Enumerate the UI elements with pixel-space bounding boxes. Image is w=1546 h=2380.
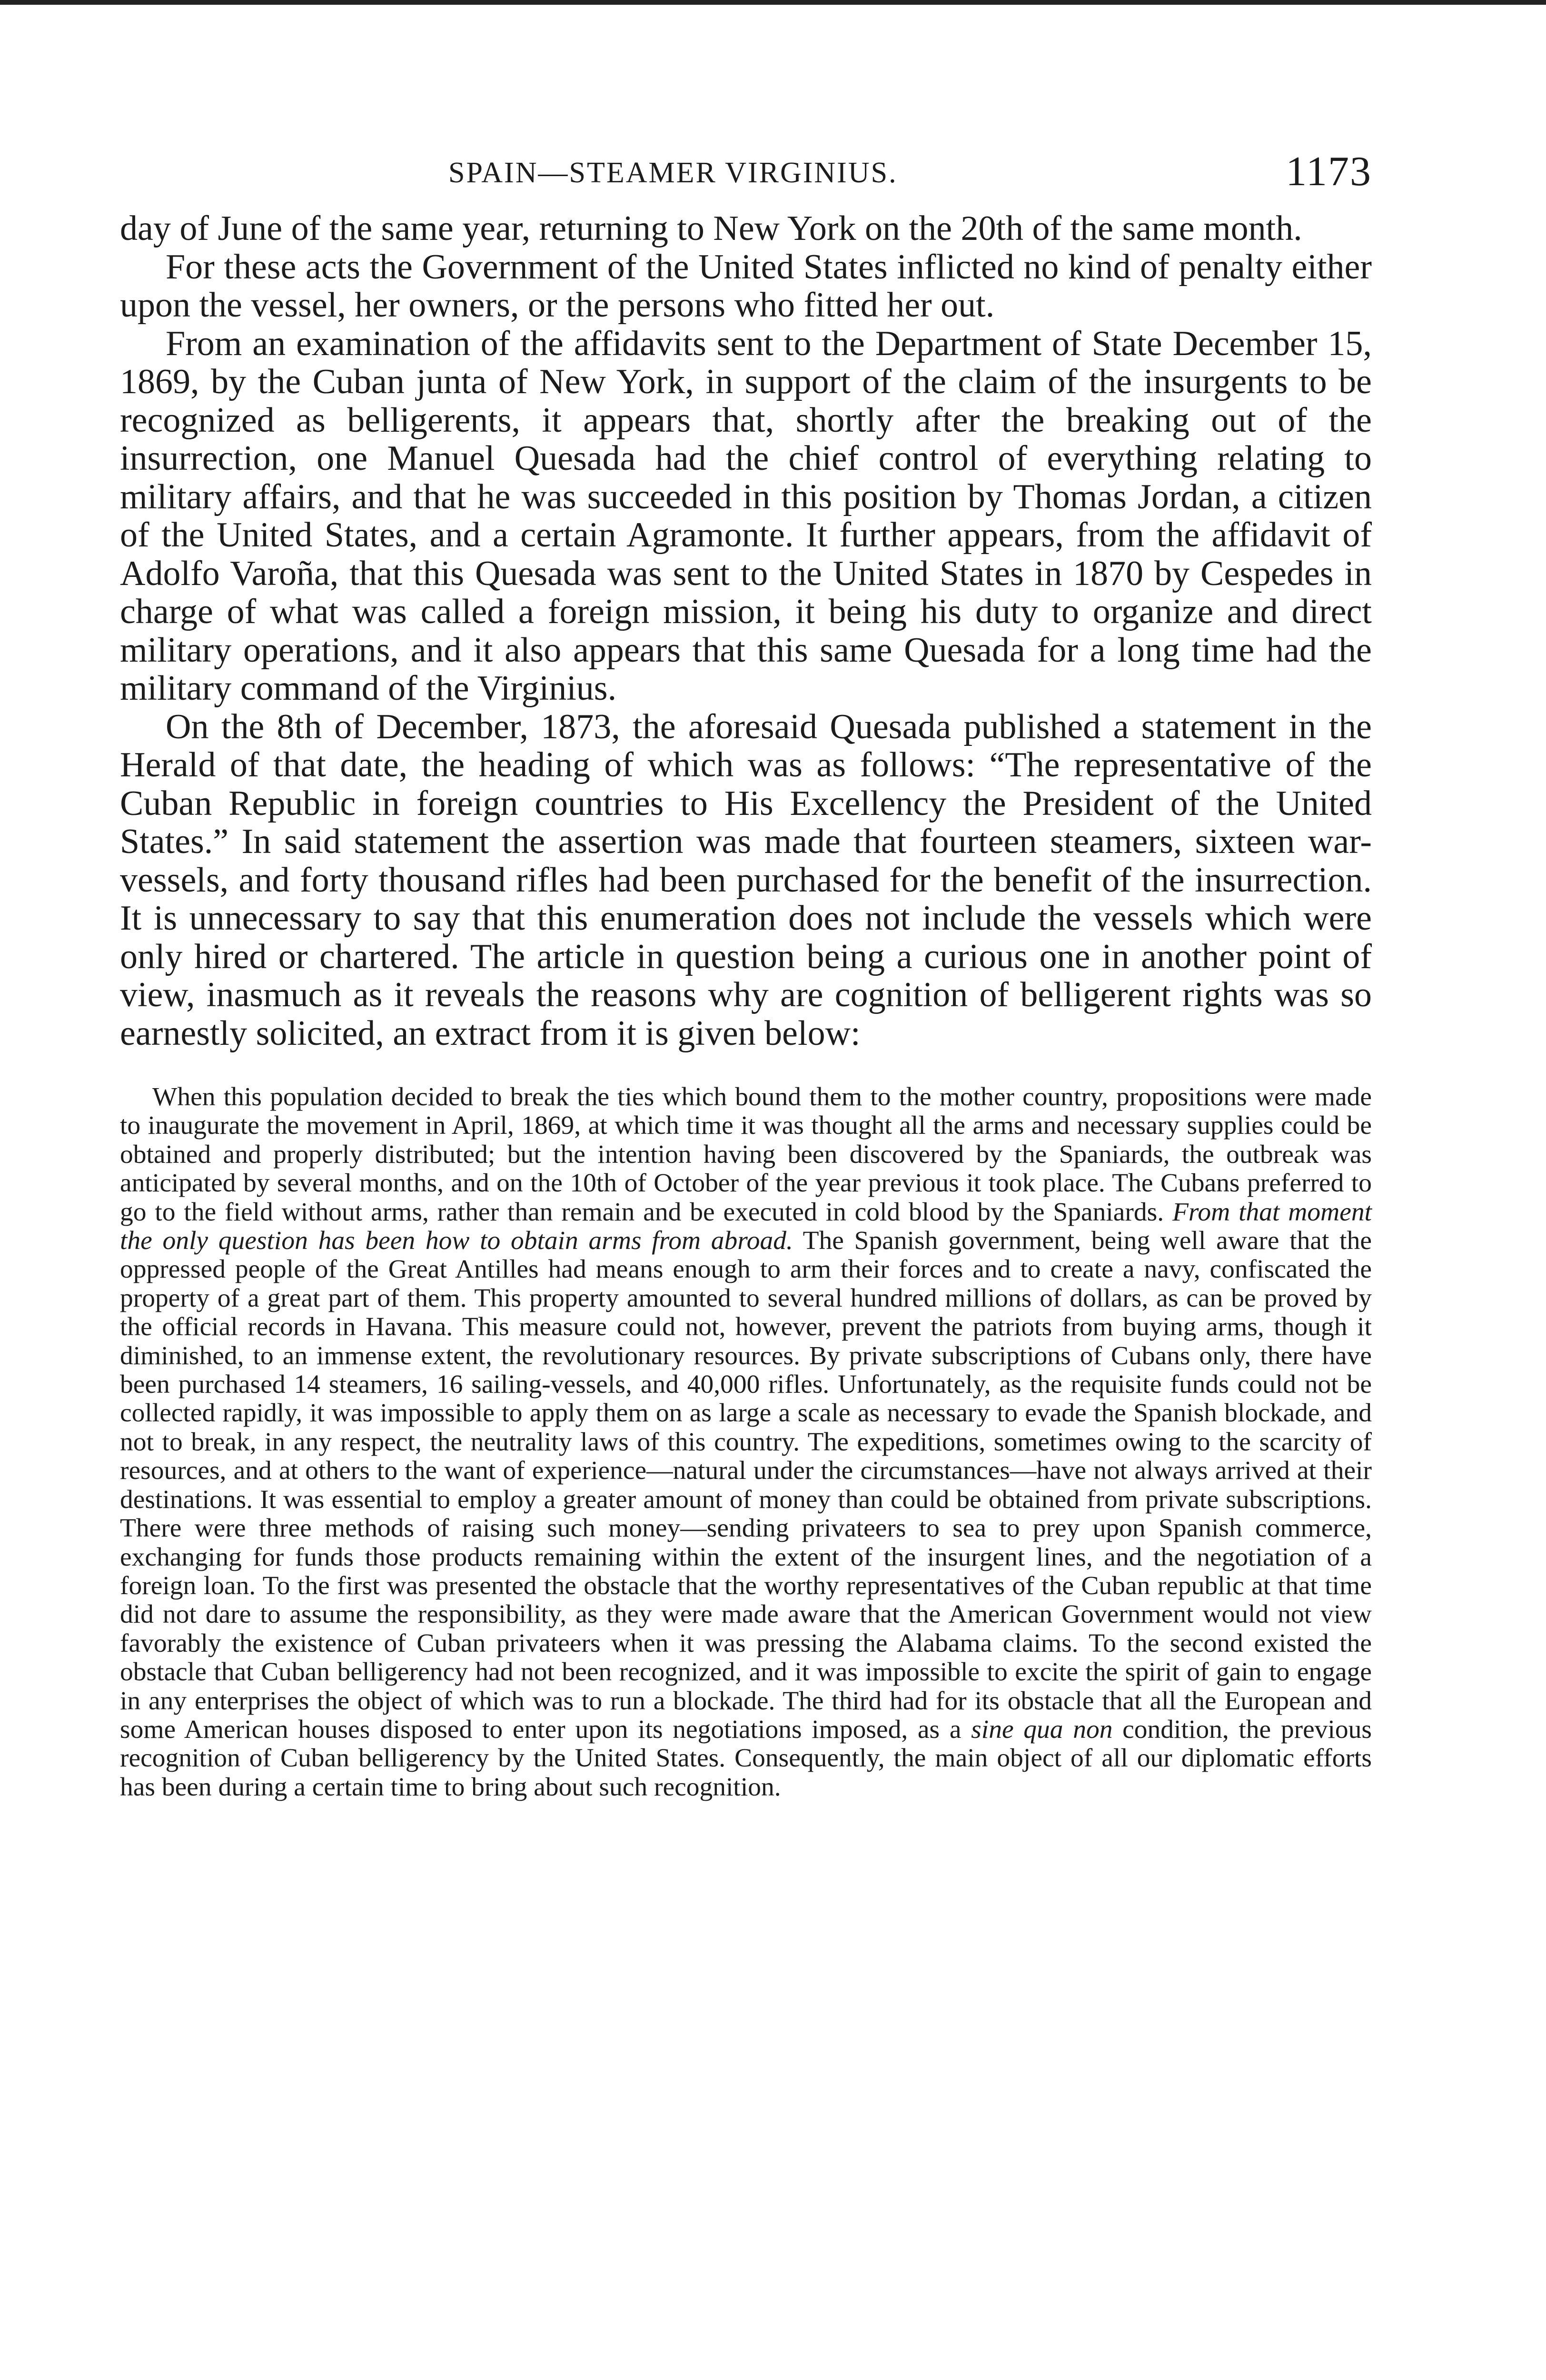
extract-text-2: The Spanish government, being well aware that the oppressed people of the Great Antilles had means enough to arm their forces and to create a navy, confiscated the property of a great part of them. This property amounted to several hundred millions of dollars, as can be proved by the official records in Havana. This measure could not, however, prevent the patriots from buying arms, though it diminished, to an immense extent, the revolutionary resources. By private subscriptions of Cubans only, there have been purchased 14 steamers, 16 sailing-vessels, and 40,000 rifles. Unfortunately, as the requisite funds could not be collected rapidly, it was impossible to apply them on as large a scale as necessary to evade the Spanish blockade, and not to break, in any respect, the neutrality laws of this country. The expeditions, sometimes owing to the scarcity of resources, and at others to the want of experience—natural under the circumstances—have not always arrived at their destinations. It was essential to employ a greater amount of money than could be obtained from private subscriptions. There were three methods of raising such money—sending privateers to sea to prey upon Spanish commerce, exchanging for funds those products remaining within the extent of the insurgent lines, and the negotiation of a foreign loan. To the first was presented the obstacle that the worthy representatives of the Cuban republic at that time did not dare to assume the responsibility, as they were made aware that the American Government would not view favorably the existence of Cuban privateers when it was pressing the Alabama claims. To the second existed the obstacle that Cuban belligerency had not been recognized, and it was impossible to excite the spirit of gain to engage in any enterprises the object of which was to run a blockade. The third had for its obstacle that all the European and some American houses disposed to enter upon its negotiations imposed, as a [120,1226,1372,1744]
running-head [120,148,1372,209]
extract-italic-1: From that moment the only question has been how to obtain arms from abroad. [120,1197,1372,1256]
top-border-rule [0,0,1546,5]
extract-text-1: When this population decided to break the ties which bound them to the mother country, propositions were made to inaugurate the movement in April, 1869, at which time it was thought all the arms and necessary supplies could be obtained and properly distributed; but the intention having been discovered by the Spaniards, the outbreak was anticipated by several months, and on the 10th of October of the year previous it took place. The Cubans preferred to go to the field without arms, rather than remain and be executed in cold blood by the Spaniards. [120,1082,1372,1227]
extract-paragraph [120,1083,1372,1802]
paragraph-4: On the 8th of December, 1873, the aforesaid Quesada published a statement in the Herald of that date, the heading of which was as follows: “The representative of the Cuban Republic in foreign countries to His Excellency the President of the United States.” In said statement the assertion was made that fourteen steamers, sixteen war-vessels, and forty thousand rifles had been purchased for the benefit of the insurrection. It is unnecessary to say that this enumeration does not include the vessels which were only hired or chartered. The article in question being a curious one in another point of view, inasmuch as it reveals the reasons why are cognition of belligerent rights was so earnestly solicited, an extract from it is given below: [120,707,1372,1053]
paragraph-3: From an examination of the affidavits sent to the Department of State December 15, 1869, by the Cuban junta of New York, in support of the claim of the insurgents to be recognized as belligerents, it appears that, shortly after the breaking out of the insurrection, one Manuel Quesada had the chief control of everything relating to military affairs, and that he was succeeded in this position by Thomas Jordan, a citizen of the United States, and a certain Agramonte. It further appears, from the affidavit of Adolfo Varoña, that this Quesada was sent to the United States in 1870 by Cespedes in charge of what was called a foreign mission, it being his duty to organize and direct military operations, and it also appears that this same Quesada for a long time had the military command of the Virginius. [120,324,1372,708]
page [120,148,1372,1802]
paragraph-1: day of June of the same year, returning to New York on the 20th of the same month. [120,209,1302,248]
quoted-extract [120,1083,1372,1802]
paragraph-2: For these acts the Government of the United States inflicted no kind of penalty either upon the vessel, her owners, or the persons who fitted her out. [120,247,1372,325]
extract-text-3: condition, the previous recognition of Cuban belligerency by the United States. Consequently, the main object of all our diplomatic efforts has been during a certain time to bring about such recognition. [120,1715,1372,1802]
running-title: SPAIN—STEAMER VIRGINIUS. [448,157,898,189]
extract-italic-2: sine qua non [971,1715,1113,1744]
page-number: 1173 [1286,149,1372,195]
main-text [120,209,1372,1052]
